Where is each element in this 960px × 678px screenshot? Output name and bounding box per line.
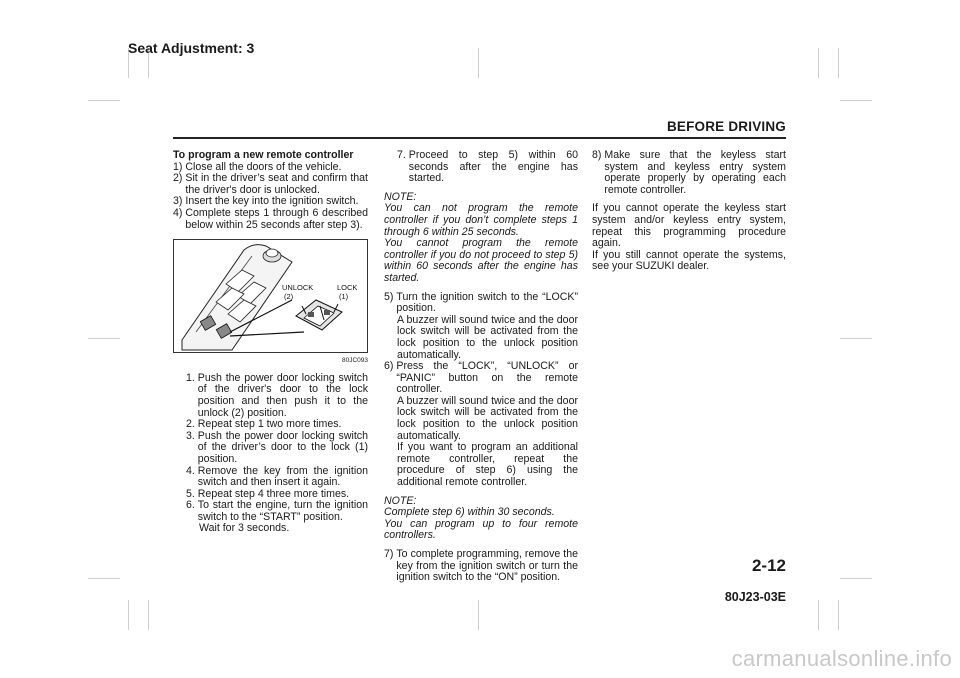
- list-item: 6) Press the “LOCK”, “UNLOCK” or “PANIC” button on the remote controller.: [384, 360, 578, 396]
- header-rule: [173, 137, 786, 139]
- step-detail: If you want to program an additional remote controller, repeat the procedure of step 6) using the additional remote controller.: [397, 441, 578, 489]
- lock-label: LOCK: [337, 283, 358, 293]
- note-text: You can not program the remote controller if you don’t complete steps 1 through 6 within 25 seconds.: [384, 202, 578, 238]
- crop-mark: [840, 338, 872, 339]
- list-item: 6. To start the engine, turn the ignition switch to the “START” position.: [186, 499, 368, 523]
- unlock-label: UNLOCK: [282, 283, 314, 293]
- list-item: 8) Make sure that the keyless start system and keyless entry system operate properly by operating each remote controller.: [592, 149, 786, 196]
- list-item: 4) Complete steps 1 through 6 described below within 25 seconds after step 3).: [173, 206, 368, 231]
- crop-mark: [128, 600, 129, 630]
- section-title: BEFORE DRIVING: [666, 119, 786, 134]
- crop-mark: [818, 600, 819, 630]
- list-item: 1. Push the power door locking switch of the driver's door to the lock position and then push it to the unlock (2) position.: [186, 371, 368, 419]
- list-item: 7. Proceed to step 5) within 60 seconds after the engine has started.: [397, 149, 578, 185]
- crop-mark: [838, 600, 839, 630]
- list-item: 4. Remove the key from the ignition switch and then insert it again.: [186, 464, 368, 489]
- crop-mark: [818, 48, 819, 78]
- list-item: 2) Sit in the driver’s seat and confirm that the driver's door is unlocked.: [173, 172, 368, 196]
- list-item: 5) Turn the ignition switch to the “LOCK” position.: [384, 290, 578, 315]
- page-number: 2-12: [751, 556, 786, 575]
- door-switch-figure: [173, 239, 368, 353]
- column-3: [592, 150, 786, 273]
- note-text: You cannot program the remote controller if you do not proceed to step 5) within 60 seconds after the engine has started.: [384, 237, 578, 284]
- figure-code: 80JC093: [341, 357, 368, 365]
- paragraph: If you cannot operate the keyless start system and/or keyless entry system, repeat this programming procedure again.: [592, 202, 786, 250]
- procedure-heading: To program a new remote controller: [173, 149, 354, 161]
- crop-mark: [840, 100, 872, 101]
- paragraph: If you still cannot operate the systems, see your SUZUKI dealer.: [592, 248, 786, 273]
- crop-mark: [478, 48, 479, 78]
- column-2: [384, 150, 578, 584]
- crop-mark: [148, 600, 149, 630]
- note-heading: NOTE:: [384, 494, 417, 507]
- note-text: Complete step 6) within 30 seconds.: [384, 506, 555, 519]
- crop-mark: [88, 578, 120, 579]
- column-1: [173, 150, 368, 535]
- crop-mark: [478, 600, 479, 630]
- crop-mark: [838, 48, 839, 78]
- unlock-number: (2): [284, 292, 294, 302]
- step-detail: A buzzer will sound twice and the door lock switch will be activated from the lock position to the unlock position automatically.: [397, 394, 578, 442]
- crop-mark: [88, 338, 120, 339]
- lock-number: (1): [339, 292, 349, 302]
- list-item: 2. Repeat step 1 two more times.: [186, 418, 342, 431]
- note-text: You can program up to four remote controllers.: [384, 517, 578, 542]
- list-item: 3. Push the power door locking switch of the driver’s door to the lock (1) position.: [186, 429, 368, 465]
- document-code: 80J23-03E: [724, 590, 786, 604]
- crop-mark: [840, 578, 872, 579]
- list-item: 7) To complete programming, remove the key from the ignition switch or turn the ignition switch to the “ON” position.: [384, 548, 578, 584]
- wait-text: Wait for 3 seconds.: [199, 522, 290, 535]
- crop-mark: [88, 100, 120, 101]
- list-item: 5. Repeat step 4 three more times.: [186, 487, 350, 500]
- step-detail: A buzzer will sound twice and the door lock switch will be activated from the lock position to the unlock position automatically.: [397, 313, 578, 361]
- list-item: 1) Close all the doors of the vehicle.: [173, 160, 342, 173]
- note-heading: NOTE:: [384, 190, 417, 203]
- list-item: 3) Insert the key into the ignition switch.: [173, 195, 359, 208]
- running-header-left: Seat Adjustment: 3: [128, 40, 255, 56]
- watermark: carmanualsonline.info: [731, 646, 952, 671]
